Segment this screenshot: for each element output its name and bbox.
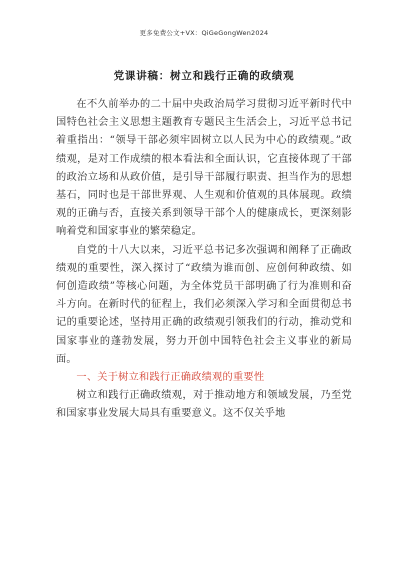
section-paragraph: 树立和践行正确政绩观，对于推动地方和领域发展，乃至党和国家事业发展大局具有重要意义。这不仅关乎地 [56,390,352,420]
document-title: 党课讲稿：树立和践行正确的政绩观 [113,70,295,82]
paragraph-intro: 在不久前举办的二十届中央政治局学习贯彻习近平新时代中国特色社会主义思想主题教育专题民主生活会上，习近平总书记着重指出：“领导干部必须牢固树立以人民为中心的政绩观。”政绩观，是对工作成绩的根本看法和全面认识，它直接体现了干部的政治立场和从政价值，是引导干部履行职责、担当作为的思想基石，同时也是干部世界观、人生观和价值观的具体展现。政绩观的正确与否，直接关系到领导干部个人的健康成长，更深刻影响着党和国家事业的繁荣稳定。 [56,99,352,238]
document-body [56,96,352,424]
section-heading: 一、关于树立和践行正确政绩观的重要性 [76,372,265,384]
paragraph-background: 自党的十八大以来，习近平总书记多次强调和阐释了正确政绩观的重要性，深入探讨了“政绩为谁而创、应创何种政绩、如何创造政绩”等核心问题，为全体党员干部明确了行为准则和奋斗方向。在新时代的征程上，我们必须深入学习和全面贯彻总书记的重要论述，坚持用正确的政绩观引领我们的行动，推动党和国家事业的蓬勃发展，努力开创中国特色社会主义事业的新局面。 [56,244,352,365]
header-note: 更多免费公文+VX：QiGeGongWen2024 [139,29,269,37]
